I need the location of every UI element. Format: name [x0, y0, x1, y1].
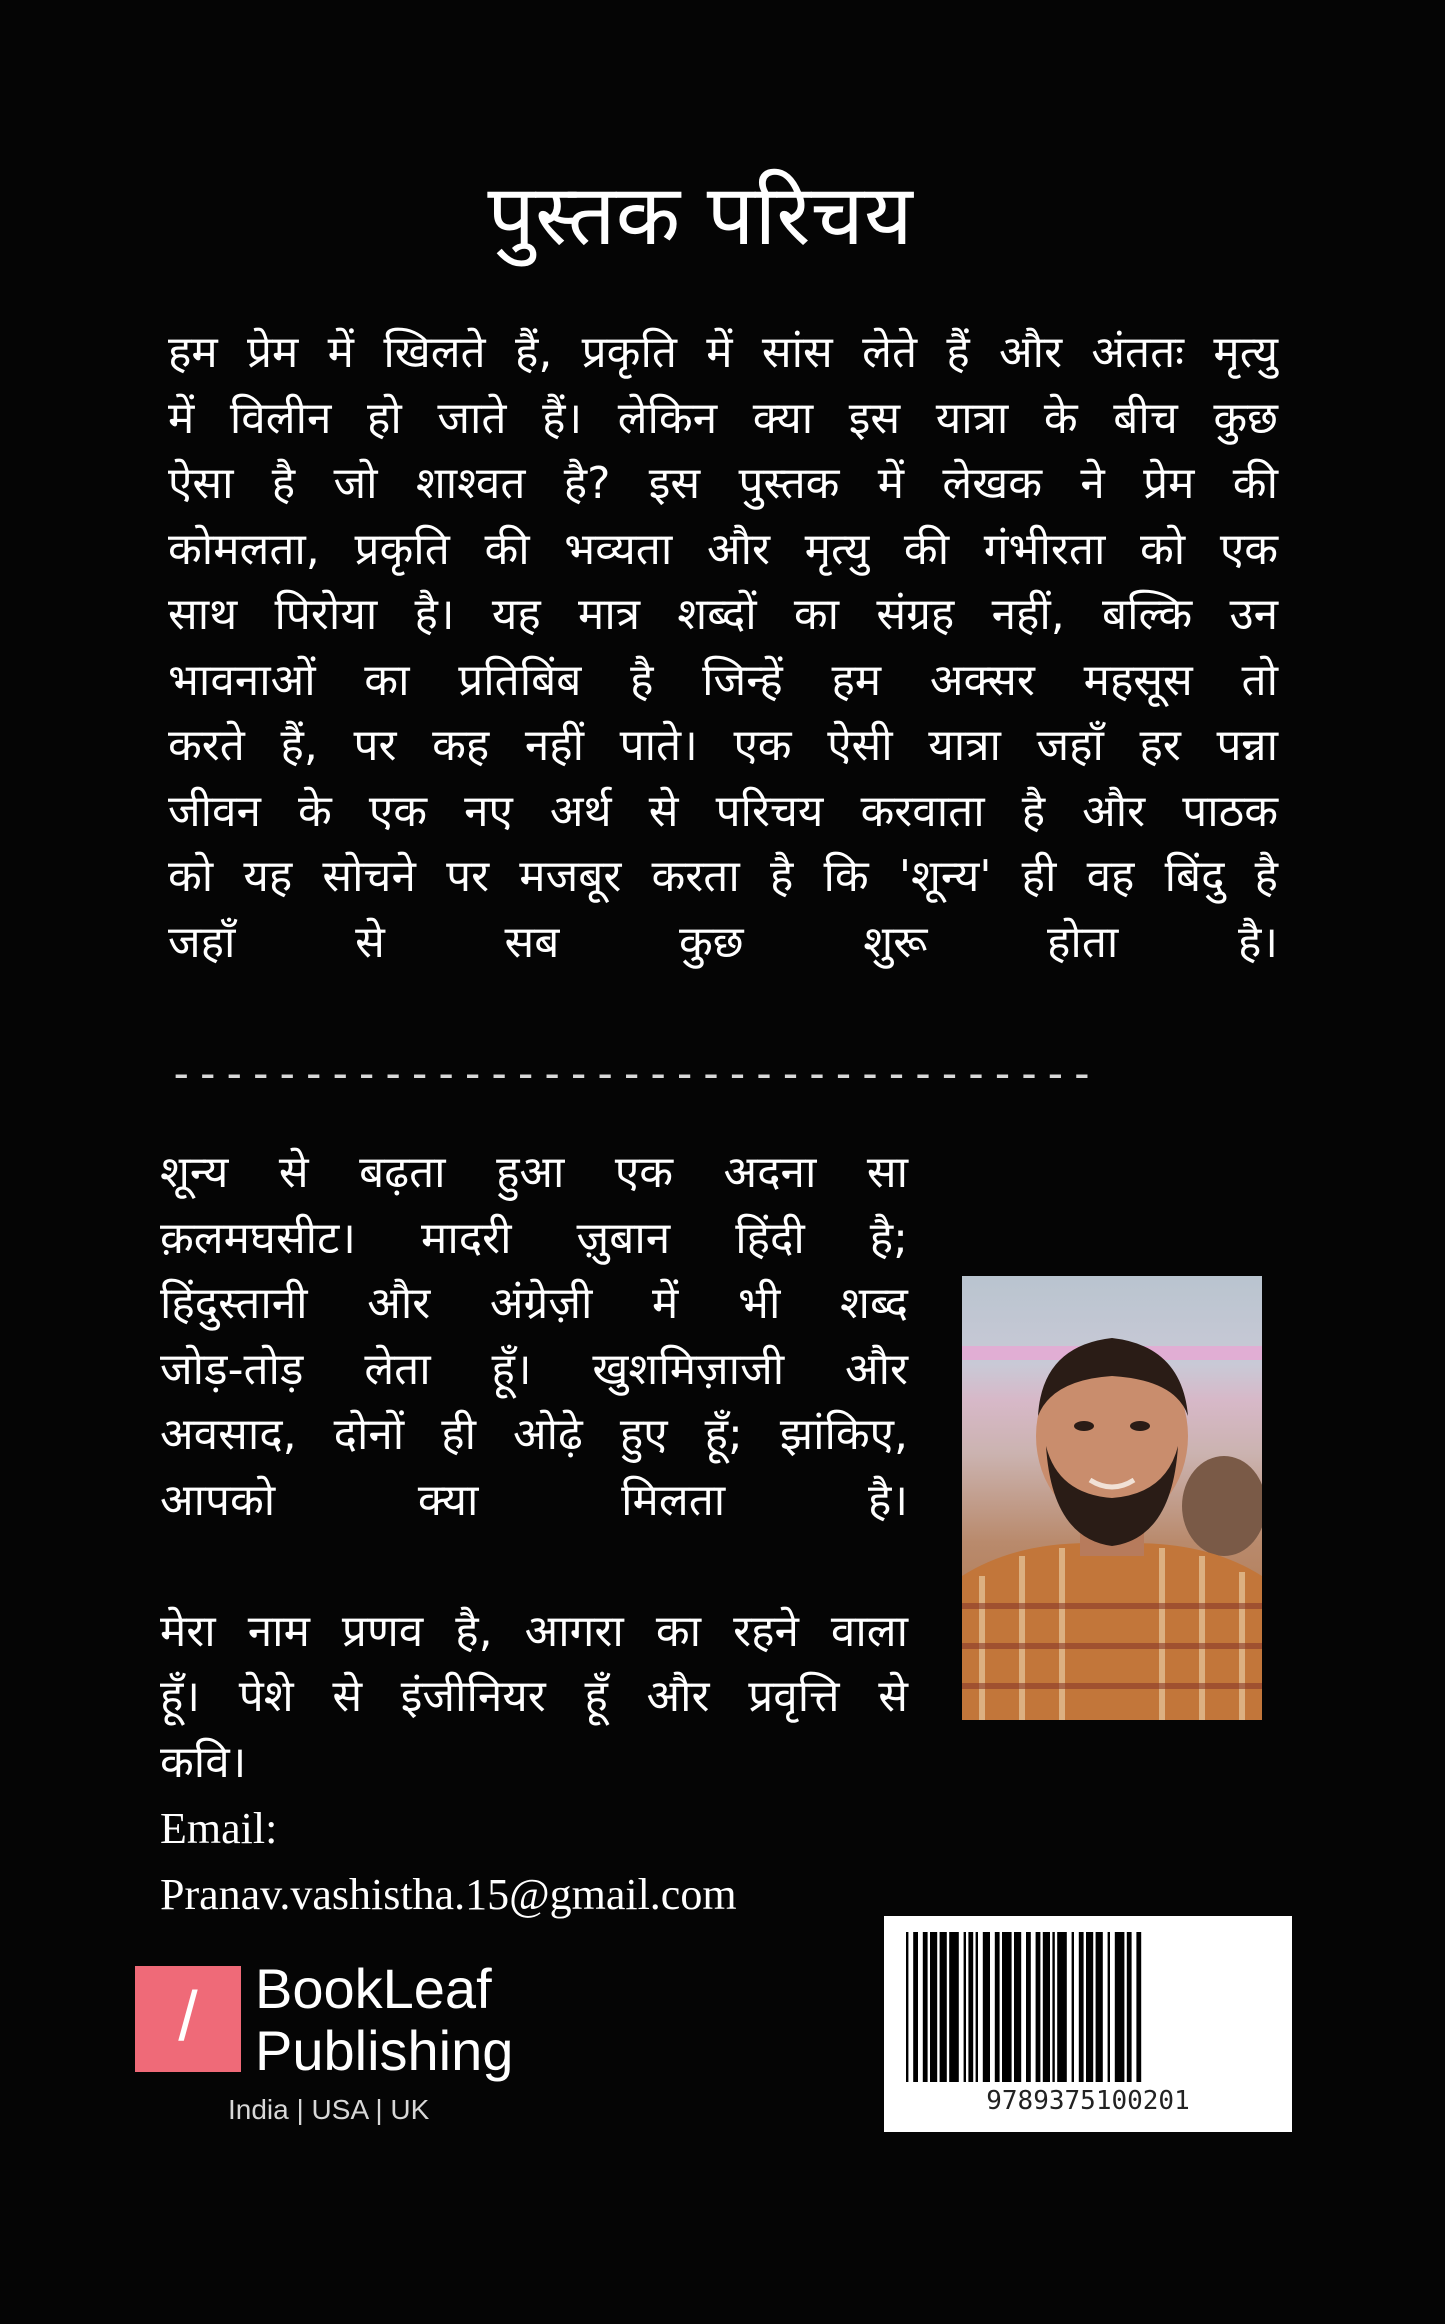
barcode-bar — [949, 1932, 959, 2082]
publisher-name: BookLeaf Publishing — [255, 1957, 514, 2082]
barcode-bar — [1026, 1932, 1031, 2082]
barcode-bar — [976, 1932, 978, 2082]
intro-line: कोमलता, प्रकृति की भव्यता और मृत्यु की गंभीरता को एक — [168, 523, 1278, 575]
bio-line: कवि। — [160, 1736, 247, 1788]
publisher-regions: India | USA | UK — [228, 2094, 430, 2125]
intro-line: को यह सोचने पर मजबूर करता है कि 'शून्य' ही वह बिंदु है — [168, 851, 1278, 902]
barcode-bar — [923, 1932, 928, 2082]
barcode-bar — [1057, 1932, 1067, 2082]
barcode-bar — [1052, 1932, 1054, 2082]
barcode-bar — [983, 1932, 990, 2082]
intro-line: हम प्रेम में खिलते हैं, प्रकृति में सांस लेते हैं और अंततः मृत्यु — [168, 327, 1278, 378]
barcode-bar — [940, 1932, 947, 2082]
intro-line: करते हैं, पर कह नहीं पाते। एक ऐसी यात्रा जहाँ हर पन्ना — [168, 720, 1278, 771]
email-label: Email: — [160, 1804, 278, 1853]
barcode-bar — [964, 1932, 966, 2082]
barcode-bar — [1014, 1932, 1021, 2082]
isbn-barcode — [884, 1916, 1292, 2132]
bio-line: जोड़-तोड़ लेता हूँ। खुशमिज़ाजी और — [160, 1343, 908, 1395]
bio-line: शून्य से बढ़ता हुआ एक अदना सा — [160, 1147, 908, 1198]
page-title: पुस्तक परिचय — [487, 166, 913, 264]
contact-info — [160, 1796, 737, 1928]
barcode-bar — [1086, 1932, 1093, 2082]
bio-line: अवसाद, दोनों ही ओढ़े हुए हूँ; झांकिए, — [160, 1409, 908, 1460]
barcode-bar — [906, 1932, 908, 2082]
publisher-mark: / — [135, 1966, 241, 2072]
bio-line: क़लमघसीट। मादरी ज़ुबान हिंदी है; — [160, 1212, 908, 1264]
barcode-bar — [1002, 1932, 1012, 2082]
intro-line: जीवन के एक नए अर्थ से परिचय करवाता है और पाठक — [168, 785, 1278, 837]
barcode-bar — [1136, 1932, 1141, 2082]
barcode-bar — [995, 1932, 1000, 2082]
barcode-bar — [968, 1932, 973, 2082]
book-intro — [168, 320, 1278, 975]
intro-line: में विलीन हो जाते हैं। लेकिन क्या इस यात्रा के बीच कुछ — [168, 392, 1278, 444]
barcode-bar — [930, 1932, 937, 2082]
barcode-bar — [1127, 1932, 1132, 2082]
intro-line: जहाँ से सब कुछ शुरू होता है। — [168, 916, 1278, 968]
intro-line: भावनाओं का प्रतिबिंब है जिन्हें हम अक्सर महसूस तो — [168, 654, 1278, 706]
bio-line: हिंदुस्तानी और अंग्रेज़ी में भी शब्द — [160, 1278, 908, 1329]
bio-line: हूँ। पेशे से इंजीनियर हूँ और प्रवृत्ति से — [160, 1671, 908, 1722]
author-bio — [160, 1140, 908, 1795]
publisher-logo — [135, 1957, 535, 2086]
barcode-bar — [1043, 1932, 1050, 2082]
barcode-bar — [1096, 1932, 1103, 2082]
barcode-bar — [1079, 1932, 1084, 2082]
barcode-bar — [1072, 1932, 1074, 2082]
barcode-bar — [1036, 1932, 1041, 2082]
intro-line: साथ पिरोया है। यह मात्र शब्दों का संग्रह नहीं, बल्कि उन — [168, 589, 1278, 640]
barcode-bar — [913, 1932, 918, 2082]
barcode-bars — [902, 1932, 1274, 2082]
author-photo — [962, 1276, 1262, 1720]
barcode-bar — [1115, 1932, 1125, 2082]
intro-line: ऐसा है जो शाश्वत है? इस पुस्तक में लेखक ने प्रेम की — [168, 458, 1278, 509]
isbn-number: 9789375100201 — [986, 2086, 1190, 2116]
email-address: Pranav.vashistha.15@gmail.com — [160, 1870, 737, 1919]
bio-line: आपको क्या मिलता है। — [160, 1474, 908, 1526]
barcode-bar — [1108, 1932, 1110, 2082]
bio-line: मेरा नाम प्रणव है, आगरा का रहने वाला — [160, 1605, 908, 1657]
section-divider: ----------------------------------- — [168, 1048, 1096, 1099]
